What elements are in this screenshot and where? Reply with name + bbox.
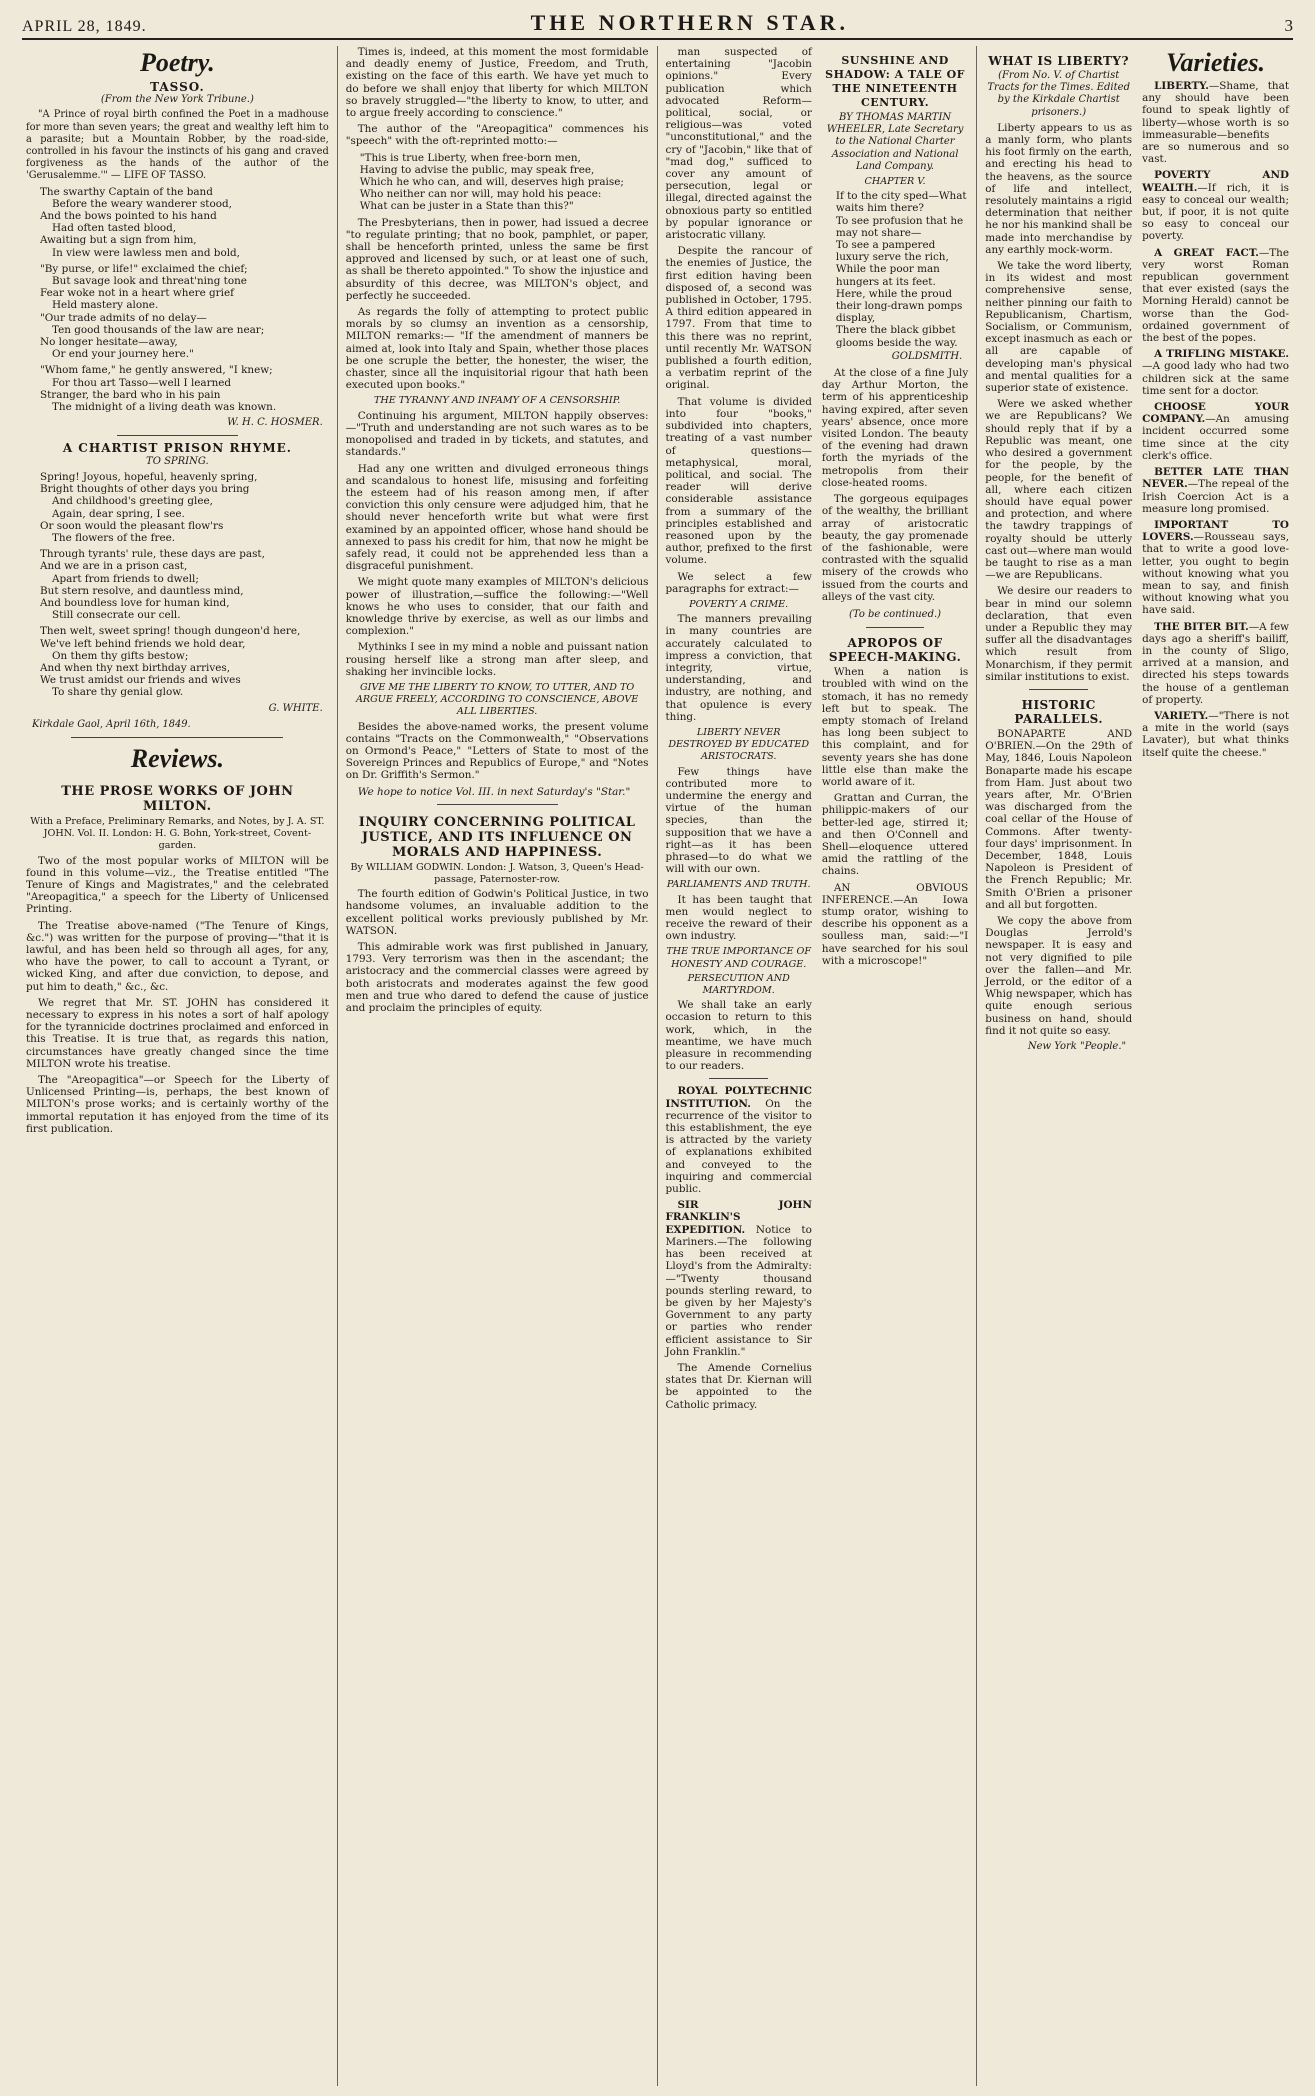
verse-line: But savage look and threat'ning tone (52, 275, 247, 288)
poem-dedication: TO SPRING. (146, 455, 209, 467)
paragraph: This admirable work was first published in January, 1793. Very terrorism was then in the ascendant; the aristocracy and the commercial classes were agreed by both aristocrats and moderates against the few good men and true who dared to defend the cause of justice and proclaim the principles of equity. (345, 941, 649, 1015)
liberty-column (985, 46, 1132, 1057)
verse-line: Again, dear spring, I see. (52, 507, 185, 520)
poem-prison-rhyme (26, 471, 329, 699)
godwin-continued (666, 46, 812, 1415)
note (666, 1199, 812, 1358)
verse-line: No longer hesitate—away, (40, 336, 178, 349)
newspaper-title: THE NORTHERN STAR. (530, 10, 849, 35)
stanza (26, 625, 329, 698)
apropos-title: APROPOS OF SPEECH-MAKING. (828, 636, 962, 665)
paragraph: BONAPARTE AND O'BRIEN.—On the 29th of May, 1846, Louis Napoleon Bonaparte made his escape from Ham. Just about two years after, Mr. O'Brien was discharged from the coal cellar of the House of Commons. After twenty-four days' imprisonment. In December, 1848, Louis Napoleon is President of the French Republic; Mr. Smith O'Brien a prisoner and all but forgotten. (985, 727, 1133, 911)
subheading: GIVE ME THE LIBERTY TO KNOW, TO UTTER, AND TO ARGUE FREELY, ACCORDING TO CONSCIENCE, ABOVE ALL LIBERTIES. (355, 681, 639, 718)
paragraph: Liberty appears to us as a manly form, who plants his foot firmly on the earth, and erecting his head to the heavens, as the source of life and intellect, resolutely maintains a rigid determination that neither he nor his mankind shall be made into merchandise by any earthly mock-worm. (985, 121, 1133, 256)
verse-line: But stern resolve, and dauntless mind, (40, 584, 244, 597)
paragraph: man suspected of entertaining "Jacobin opinions." Every publication which advocated Reform—political, social, or religious—was voted "unconstitutional," and the cry of "Jacobin," like that of "mad dog," sufficed to cover any amount of persecution, legal or illegal, directed against the obnoxious party so entitled by popular ignorance or aristocratic villany. (665, 46, 812, 242)
poem-title-prison-rhyme: A CHARTIST PRISON RHYME. (62, 441, 292, 456)
verse-line: Then welt, sweet spring! though dungeon'd here, (40, 625, 301, 638)
verse-line: For thou art Tasso—well I learned (52, 376, 232, 389)
verse-line: "By purse, or life!" exclaimed the chief; (40, 262, 248, 275)
liberty-title: WHAT IS LIBERTY? (988, 54, 1130, 68)
paragraph: Two of the most popular works of MILTON will be found in this volume—viz., the Treatise entitled "The Tenure of Kings and Magistrates," and the celebrated "Areopagitica," a speech for the Liberty of Unlicensed Printing. (26, 854, 329, 916)
story-byline: BY THOMAS MARTIN WHEELER, Late Secretary to the National Charter Association and National Land Company. (826, 112, 964, 172)
paragraph: We regret that Mr. ST. JOHN has considered it necessary to express in his notes a sort of half apology for the tyrannicide doctrines proclaimed and enforced in this Treatise. It is true that, as regards this nation, circumstances have greatly changed since the time MILTON wrote his treatise. (26, 996, 329, 1070)
variety-text: —The repeal of the Irish Coercion Act is a measure long promised. (1142, 478, 1289, 515)
reviews-section-heading: Reviews. (130, 743, 224, 773)
stanza (26, 548, 329, 621)
note-lead: ROYAL POLYTECHNIC INSTITUTION. (665, 1085, 812, 1110)
poem-signature: G. WHITE. (268, 702, 323, 714)
column-2 (338, 46, 658, 2086)
variety-item (1142, 710, 1289, 759)
liberty-source: (From No. V. of Chartist Tracts for the Times. Edited by the Kirkdale Chartist prisoners.) (987, 70, 1130, 118)
verse-line: And boundless love for human kind, (40, 596, 230, 609)
paragraph: When a nation is troubled with wind on the stomach, it has no remedy left but to speak. The empty stomach of Ireland has long been subject to this complaint, and for seventy years she has done little else than make the world aware of it. (821, 666, 969, 788)
variety-lead: CHOOSE YOUR COMPANY. (1142, 401, 1289, 426)
verse-line: Bright thoughts of other days you bring (40, 483, 250, 496)
variety-text: —An amusing incident occurred some time since at the city clerk's office. (1142, 413, 1289, 462)
divider (709, 1078, 768, 1079)
historic-source: New York "People." (1027, 1041, 1127, 1053)
paragraph: Grattan and Curran, the philippic-makers of our better-led age, stirred it; and then O'Connell and Shell—eloquence uttered amid the rattling of the chains. (821, 792, 969, 878)
verse-line: The swarthy Captain of the band (40, 185, 213, 198)
variety-text: —If rich, it is easy to conceal our wealth; but, if poor, it is not quite so easy to conceal our poverty. (1142, 181, 1289, 243)
verse-line: "This is true Liberty, when free-born men, (359, 151, 581, 164)
note-text: Notice to Mariners.—The following has been received at Lloyd's from the Admiralty:—"Twenty thousand pounds sterling reward, to be given by her Majesty's Government to any party or parties who render efficient assistance to Sir John Franklin." (665, 1223, 812, 1358)
divider (1029, 689, 1088, 690)
motto-verse (346, 152, 649, 213)
review-publication-info: By WILLIAM GODWIN. London: J. Watson, 3, Queen's Head-passage, Paternoster-row. (350, 861, 644, 885)
verse-line: We've left behind friends we hold dear, (40, 637, 246, 650)
verse-line: Here, while the proud their long-drawn pomps display, (835, 287, 963, 325)
paragraph: Were we asked whether we are Republicans? We should reply that if by a Republic was meant, one who desired a government for the people, by the people, for the benefit of all, where each citizen should have equal power and protection, and where the tawdry trappings of royalty should be utterly cast out—where man would be taught to rise as a man—we are Republicans. (985, 398, 1133, 582)
verse-line: In view were lawless men and bold, (52, 246, 240, 259)
stanza (26, 263, 329, 361)
masthead (18, 0, 1297, 38)
verse-line: While the poor man hungers at its feet. (835, 263, 940, 288)
stanza (26, 471, 329, 544)
stanza (26, 186, 329, 259)
note-text: On the recurrence of the visitor to this establishment, the eye is attracted by the variety of explanations exhibited and conveyed to the inquiring and commercial public. (665, 1097, 812, 1196)
review-title-milton: THE PROSE WORKS OF JOHN MILTON. (61, 783, 294, 814)
verse-line: We trust amidst our friends and wives (40, 674, 241, 687)
paragraph: We copy the above from Douglas Jerrold's newspaper. It is easy and not very dignified to pile over the fallen—and Mr. Jerrold, or the editor of a Whig newspaper, which has quite enough serious business on hand, should find it not quite so easy. (985, 915, 1133, 1037)
historic-title: HISTORIC PARALLELS. (1014, 697, 1103, 726)
poem-title-tasso: TASSO. (150, 80, 205, 94)
verse-line: Ten good thousands of the law are near; (52, 323, 265, 336)
subheading: THE TYRANNY AND INFAMY OF A CENSORSHIP. (373, 395, 621, 407)
epigraph-author: GOLDSMITH. (891, 350, 963, 362)
poem-dateline: Kirkdale Gaol, April 16th, 1849. (32, 718, 191, 730)
subheading: PERSECUTION AND MARTYRDOM. (687, 972, 790, 997)
paragraph: As regards the folly of attempting to protect public morals by so clumsy an invention as a censorship, MILTON remarks:— "If the amendment of manners be aimed at, look into Italy and Spain, whether those places be one scruple the better, the honester, the wiser, the chaster, since all the inquisitorial rigour that hath been executed upon books." (345, 306, 649, 392)
note-lead: SIR JOHN FRANKLIN'S EXPEDITION. (665, 1199, 812, 1236)
verse-line: Which he who can, and will, deserves high praise; (359, 176, 624, 189)
verse-line: And childhood's greeting glee, (52, 495, 213, 508)
verse-line: And the bows pointed to his hand (40, 210, 217, 223)
verse-line: Or end your journey here." (52, 348, 194, 361)
verse-line: Had often tasted blood, (52, 222, 177, 235)
column-4-split (985, 46, 1289, 1057)
verse-line: Having to advise the public, may speak free, (359, 163, 595, 176)
verse-line: To see a pampered luxury serve the rich, (835, 239, 949, 264)
variety-lead: IMPORTANT TO LOVERS. (1142, 518, 1289, 544)
variety-lead: THE BITER BIT. (1154, 620, 1249, 633)
page-number: 3 (1284, 16, 1293, 35)
masthead-rule (22, 38, 1293, 40)
variety-lead: LIBERTY. (1154, 80, 1209, 92)
paragraph: Besides the above-named works, the present volume contains "Tracts on the Commonwealth," "Observations on Ormond's Peace," "Letters of State to most of the Sovereign Princes and Republics of Europe," and "Notes on Dr. Griffith's Sermon." (345, 720, 649, 782)
variety-lead: VARIETY. (1154, 709, 1209, 722)
paragraph: We shall take an early occasion to return to this work, which, in the meantime, we have much pleasure in recommending to our readers. (665, 999, 812, 1073)
variety-text: —A good lady who had two children sick at the same time sent for a doctor. (1142, 360, 1289, 397)
stanza (26, 364, 329, 413)
poem-tasso (26, 186, 329, 414)
verse-line: Held mastery alone. (52, 299, 159, 312)
variety-item (1142, 621, 1289, 706)
verse-line: Fear woke not in a heart where grief (40, 287, 234, 300)
column-4 (977, 46, 1297, 2086)
verse-line: "Our trade admits of no delay— (40, 311, 207, 324)
verse-line: If to the city sped—What waits him there? (835, 190, 967, 215)
verse-line: There the black gibbet glooms beside the way. (835, 324, 958, 349)
divider (866, 627, 925, 628)
poem-signature: W. H. C. HOSMER. (227, 417, 323, 429)
verse-line: What can be juster in a State than this?" (359, 200, 574, 213)
variety-item (1142, 401, 1289, 462)
column-3-split (666, 46, 969, 1415)
to-be-continued: (To be continued.) (849, 608, 942, 620)
verse-line: The flowers of the free. (52, 531, 176, 544)
variety-lead: BETTER LATE THAN NEVER. (1142, 466, 1289, 491)
subheading: POVERTY A CRIME. (689, 598, 789, 610)
paragraph: Continuing his argument, MILTON happily observes:—"Truth and understanding are not such wares as to be monopolised and traded in by tickets, and statutes, and standards." (345, 409, 649, 459)
variety-lead: A GREAT FACT. (1154, 246, 1259, 259)
paragraph: The manners prevailing in many countries are accurately calculated to impress a conviction, that integrity, virtue, understanding, and industry, are nothing, and that opulence is every thing. (665, 613, 812, 723)
issue-date: APRIL 28, 1849. (22, 18, 147, 35)
variety-item (1142, 247, 1289, 345)
variety-item (1142, 348, 1289, 397)
paragraph: The Treatise above-named ("The Tenure of Kings, &c.") was written for the purpose of proving—"that it is lawful, and has been held so through all ages, for any, who have the power, to call to account a Tyrant, or wicked King, and after due conviction, to depose, and put him to death," &c., &c. (26, 919, 329, 993)
paragraph: The author of the "Areopagitica" commences his "speech" with the oft-reprinted motto:— (345, 123, 649, 148)
verse-line: To see profusion that he may not share— (835, 214, 964, 239)
divider (71, 737, 283, 738)
paragraph: Few things have contributed more to undermine the energy and virtue of the human species, than the supposition that we have a right—as it has been phrased—to do what we will with our own. (665, 765, 812, 876)
story-title: SUNSHINE AND SHADOW: A TALE OF THE NINETEENTH CENTURY. (825, 54, 965, 109)
poem-source: (From the New York Tribune.) (100, 94, 254, 106)
variety-text: —Shame, that any should have been found to speak lightly of liberty—whose worth is so immeasurable—benefits are so numerous and so vast. (1142, 80, 1289, 166)
variety-item (1142, 169, 1289, 242)
verse-line: Who neither can nor will, may hold his peace: (359, 188, 602, 201)
closing-note: We hope to notice Vol. III. in next Saturday's "Star." (357, 785, 631, 798)
paragraph: We might quote many examples of MILTON's delicious power of illustration,—suffice the following:—"Well knows he who uses to consider, that our faith and knowledge thrive by exercise, as well as our limbs and complexion." (345, 576, 649, 638)
varieties-section-heading: Varieties. (1166, 48, 1266, 77)
columns (18, 46, 1297, 2086)
divider (437, 804, 558, 805)
note (666, 1085, 812, 1195)
paragraph: The gorgeous equipages of the wealthy, the brilliant array of aristocratic beauty, the gay promenade of the fashionable, were contrasted with the squalid misery of the crowds who issued from the courts and alleys of the vast city. (821, 493, 969, 603)
verse-line: Apart from friends to dwell; (52, 572, 199, 585)
paragraph: The fourth edition of Godwin's Political Justice, in two handsome volumes, an invaluable addition to the excellent political works previously published by Mr. WATSON. (345, 888, 649, 937)
paragraph: AN OBVIOUS INFERENCE.—An Iowa stump orator, wishing to describe his opponent as a soulless man, said:—"I have searched for his soul with a microscope!" (821, 881, 969, 967)
paragraph: The Presbyterians, then in power, had issued a decree "to regulate printing; that no book, pamphlet, or paper, shall be henceforth printed, unless the same be first approved and licensed by such, or at least one of such, as shall be thereto appointed." To show the injustice and absurdity of this decree, was MILTON's object, and perfectly he succeeded. (345, 216, 649, 302)
poem-intro: "A Prince of royal birth confined the Poet in a madhouse for more than seven years; the great and wealthy left him to a parasite; but a Mountain Robber, by the road-side, controlled in his favour the instincts of his gang and craved forgiveness as the hands of the author of the 'Gerusalemme.'" — LIFE OF TASSO. (26, 109, 329, 182)
paragraph: The "Areopagitica"—or Speech for the Liberty of Unlicensed Printing—is, perhaps, the best known of MILTON's prose works; and is certainly worthy of the immortal reputation it has enjoyed from the time of its first publication. (26, 1074, 329, 1135)
story-column (822, 46, 968, 1415)
subheading: LIBERTY NEVER DESTROYED BY EDUCATED ARISTOCRATS. (668, 726, 810, 763)
verse-line: And when thy next birthday arrives, (40, 661, 231, 674)
variety-lead: POVERTY AND WEALTH. (1142, 169, 1289, 194)
column-3 (658, 46, 978, 2086)
variety-text: —A few days ago a sheriff's bailiff, in the county of Sligo, arrived at a mansion, and directed his steps towards the house of a gentleman of property. (1142, 620, 1289, 706)
divider (117, 435, 238, 436)
verse-line: Awaiting but a sign from him, (40, 234, 197, 247)
variety-lead: A TRIFLING MISTAKE. (1154, 348, 1289, 361)
paragraph: We select a few paragraphs for extract:— (665, 570, 812, 595)
verse-line: Stranger, the bard who in his pain (40, 388, 221, 401)
review-publication-info: With a Preface, Preliminary Remarks, and Notes, by J. A. ST. JOHN. Vol. II. London: H. G. Bohn, York-street, Covent-garden. (30, 815, 325, 852)
variety-item (1142, 466, 1289, 515)
story-chapter: CHAPTER V. (864, 176, 926, 188)
story-epigraph (822, 190, 968, 349)
verse-line: Or soon would the pleasant flow'rs (40, 519, 224, 532)
note-text: The Amende Cornelius states that Dr. Kiernan will be appointed to the Catholic primacy. (665, 1361, 812, 1411)
paragraph: At the close of a fine July day Arthur Morton, the term of his apprenticeship having expired, after seven years' absence, once more visited London. The beauty of the evening had drawn forth the myriads of the metropolis from their close-heated rooms. (821, 367, 969, 489)
paragraph: It has been taught that men would neglect to receive the reward of their own industry. (665, 893, 812, 943)
verse-line: Still consecrate our cell. (52, 609, 181, 622)
variety-item (1142, 519, 1289, 617)
verse-line: Spring! Joyous, hopeful, heavenly spring, (40, 470, 258, 483)
verse-line: To share thy genial glow. (52, 686, 184, 699)
note (666, 1362, 812, 1411)
subheading: THE TRUE IMPORTANCE OF HONESTY AND COURAGE. (666, 946, 812, 970)
variety-text: —The very worst Roman republican government that ever existed (says the Morning Herald) cannot be worse than the God-ordained government of the best of the popes. (1142, 246, 1289, 345)
verse-line: "Whom fame," he gently answered, "I knew; (40, 364, 273, 377)
verse-line: On them thy gifts bestow; (52, 649, 189, 662)
column-1 (18, 46, 338, 2086)
verse-line: And we are in a prison cast, (40, 560, 188, 573)
paragraph: Mythinks I see in my mind a noble and puissant nation rousing herself like a strong man after sleep, and shaking her invincible locks. (345, 641, 649, 678)
varieties-column (1142, 46, 1289, 1057)
variety-text: —Rousseau says, that to write a good love-letter, you ought to begin without knowing what you mean to say, and finish without knowing what you have said. (1142, 531, 1289, 617)
verse-line: The midnight of a living death was known. (52, 401, 277, 414)
paragraph: We take the word liberty, in its widest and most comprehensive sense, neither pinning our faith to Republicanism, Chartism, Socialism, or Communism, except inasmuch as each or all are capable of developing man's physical and mental qualities for a superior state of existence. (985, 260, 1133, 395)
variety-text: —"There is not a mite in the world (says Lavater), but what thinks itself quite the cheese." (1142, 709, 1289, 759)
variety-item (1142, 80, 1289, 165)
verse-line: Before the weary wanderer stood, (52, 197, 232, 210)
poetry-section-heading: Poetry. (139, 48, 215, 77)
subheading: PARLIAMENTS AND TRUTH. (666, 879, 811, 891)
review-title-godwin: INQUIRY CONCERNING POLITICAL JUSTICE, AND ITS INFLUENCE ON MORALS AND HAPPINESS. (358, 814, 636, 860)
paragraph: That volume is divided into four "books," subdivided into chapters, treating of a vast number of questions—metaphysical, moral, political, and social. The reader will derive considerable assistance from a summary of the principles established and reasoned upon by the author, prefixed to the first volume. (665, 395, 812, 567)
paragraph: Despite the rancour of the enemies of Justice, the first edition having been disposed of, a second was published in October, 1795. A third edition appeared in 1797. From that time to this there was no reprint, until recently Mr. WATSON published a fourth edition, a verbatim reprint of the original. (665, 245, 812, 392)
paragraph: Times is, indeed, at this moment the most formidable and deadly enemy of Justice, Freedom, and Truth, existing on the face of this earth. We have yet much to do before we shall enjoy that liberty for which MILTON so bravely struggled—"the liberty to know, to utter, and to argue freely according to conscience." (345, 46, 649, 120)
verse-line: Through tyrants' rule, these days are past, (40, 548, 265, 561)
paragraph: Had any one written and divulged erroneous things and scandalous to honest life, misusing and forfeiting the esteem had of his reason among men, if after conviction this only censure were adjudged him, that he should never henceforth write but what were first examined by an appointed officer, whose hand should be annexed to pass his credit for him, that now he might be safely read, it could not be apprehended less than a disgraceful punishment. (345, 462, 649, 573)
paragraph: We desire our readers to bear in mind our solemn declaration, that even under a Republic they may suffer all the disadvantages which result from Monarchism, if they permit similar institutions to exist. (985, 585, 1133, 683)
